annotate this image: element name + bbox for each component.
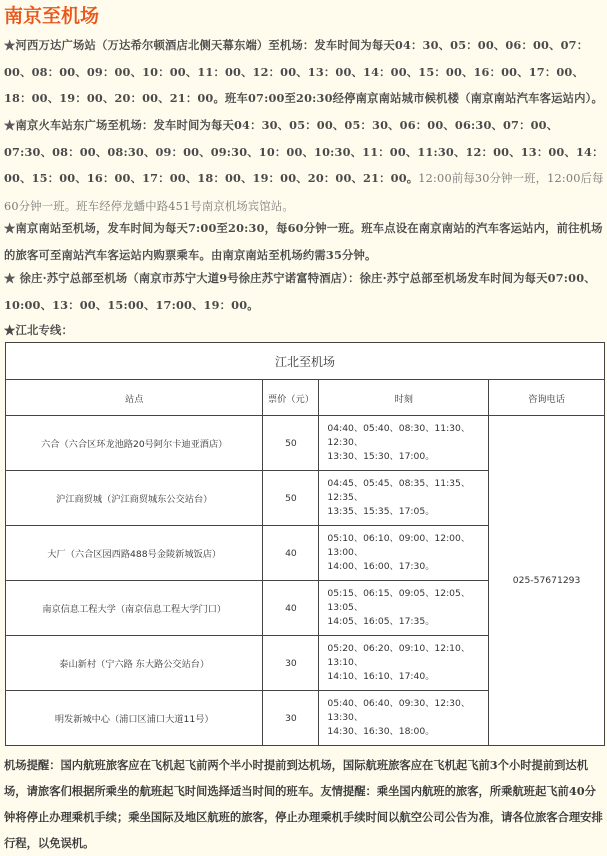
header-station: 站点 xyxy=(6,380,263,416)
station-cell: 六合（六合区环龙池路20号阿尔卡迪亚酒店） xyxy=(6,416,263,471)
times-line: 04:45、05:45、08:35、11:35、12:35、 xyxy=(327,478,471,503)
station-cell: 泰山新村（宁六路 东大路公交站台） xyxy=(6,636,263,691)
times-line: 05:10、06:10、09:00、12:00、13:00、 xyxy=(327,533,471,558)
header-phone: 咨询电话 xyxy=(489,380,605,416)
times-line: 14:30、16:30、18:00。 xyxy=(327,726,435,737)
times-line: 04:40、05:40、08:30、11:30、12:30、 xyxy=(327,423,471,448)
header-price: 票价（元） xyxy=(263,380,319,416)
price-cell: 30 xyxy=(263,636,319,691)
route-wanda xyxy=(4,32,604,112)
route-schedule: 发车时间为每天04：30、05：00、06：00、07：00、08：00、09：00、10：00、11：00、12：00、13：00、14：00、15：00、16：00、17：00、18：00、19：00、20：00、21：00。 xyxy=(4,38,589,105)
times-line: 14:05、16:05、17:35。 xyxy=(327,616,435,627)
route-nanjing-south xyxy=(4,215,604,268)
times-line: 05:15、06:15、09:05、12:05、13:05、 xyxy=(327,588,471,613)
price-cell: 50 xyxy=(263,471,319,526)
route-xuzhuang-suning xyxy=(4,265,604,318)
price-cell: 30 xyxy=(263,691,319,746)
phone-cell: 025-57671293 xyxy=(489,416,605,746)
jiangbei-label xyxy=(4,317,604,344)
table-header-row xyxy=(6,380,605,416)
station-cell: 明发新城中心（浦口区浦口大道11号） xyxy=(6,691,263,746)
notice-text: 国内航班旅客应在飞机起飞前两个半小时提前到达机场，国际航班旅客应在飞机起飞前3个小时提前到达机场，请旅客们根据所乘坐的航班起飞时间选择适当时间的班车。友情提醒：乘坐国内航班的旅客，所乘航班起飞前40分钟将停止办理乘机手续；乘坐国际及地区航班的旅客，停止办理乘机手续时间以航空公司公告为准，请各位旅客合理安排行程，以免误机。 xyxy=(4,758,603,850)
times-line: 13:30、15:30、17:00。 xyxy=(327,451,435,462)
notice-label: 机场提醒： xyxy=(4,758,61,772)
route-name: 河西万达广场站（万达希尔顿酒店北侧天幕东端）至机场： xyxy=(15,38,315,52)
station-cell: 大厂（六合区园西路488号金陵新城饭店） xyxy=(6,526,263,581)
times-line: 14:00、16:00、17:30。 xyxy=(327,561,435,572)
route-schedule: 发车时间为每天04：30、05：00、05：30、06：00、06:30、07：00、07:30、08：00、08:30、09：00、09:30、10：00、10:30、11：00、11:30、12：00、13：00、14：00、15：00、16：00、17：00、18：00、19：00、20：00、21：00。 xyxy=(4,118,604,185)
star-icon: ★ xyxy=(4,118,16,132)
price-cell: 40 xyxy=(263,526,319,581)
route-name: 南京火车站东广场至机场： xyxy=(15,118,154,132)
times-line: 05:40、06:40、09:30、12:30、13:30、 xyxy=(327,698,471,723)
star-icon: ★ xyxy=(4,38,16,52)
airport-notice xyxy=(4,752,605,856)
star-icon: ★ xyxy=(4,271,16,285)
star-icon: ★ xyxy=(4,221,16,235)
route-name: 徐庄·苏宁总部至机场（南京市苏宁大道9号徐庄苏宁诺富特酒店）： xyxy=(15,271,360,285)
jiangbei-label-text: ★江北专线： xyxy=(4,323,73,337)
times-cell xyxy=(319,636,489,691)
route-name: 南京南站至机场， xyxy=(15,221,108,235)
route-extra: 12:00前每30分钟一班，12:00后每60分钟一班。班车经停龙蟠中路451号南京机场宾馆站。 xyxy=(4,172,604,213)
times-line: 13:35、15:35、17:05。 xyxy=(327,506,435,517)
times-cell xyxy=(319,416,489,471)
route-extra: 班车07:00至20:30经停南京南站城市候机楼（南京南站汽车客运站内）。 xyxy=(224,91,603,105)
times-cell xyxy=(319,471,489,526)
price-cell: 50 xyxy=(263,416,319,471)
times-line: 14:10、16:10、17:40。 xyxy=(327,671,435,682)
table-caption: 江北至机场 xyxy=(6,343,605,380)
times-cell xyxy=(319,581,489,636)
page-title: 南京至机场 xyxy=(4,5,100,27)
jiangbei-schedule-table xyxy=(5,342,605,746)
route-schedule: 徐庄·苏宁总部至机场发车时间为每天07:00、10:00、13：00、15:00、17:00、19：00。 xyxy=(4,271,596,312)
table-row xyxy=(6,416,605,471)
times-cell xyxy=(319,691,489,746)
station-cell: 南京信息工程大学（南京信息工程大学门口） xyxy=(6,581,263,636)
header-times: 时刻 xyxy=(319,380,489,416)
times-cell xyxy=(319,526,489,581)
times-line: 05:20、06:20、09:10、12:10、13:10、 xyxy=(327,643,471,668)
price-cell: 40 xyxy=(263,581,319,636)
route-railway-station xyxy=(4,112,604,220)
station-cell: 沪江商贸城（沪江商贸城东公交站台） xyxy=(6,471,263,526)
route-schedule: 发车时间为每天7:00至20:30，每60分钟一班。班车点设在南京南站的汽车客运站内，前往机场的旅客可至南站汽车客运站内购票乘车。由南京南站至机场约需35分钟。 xyxy=(4,221,603,262)
